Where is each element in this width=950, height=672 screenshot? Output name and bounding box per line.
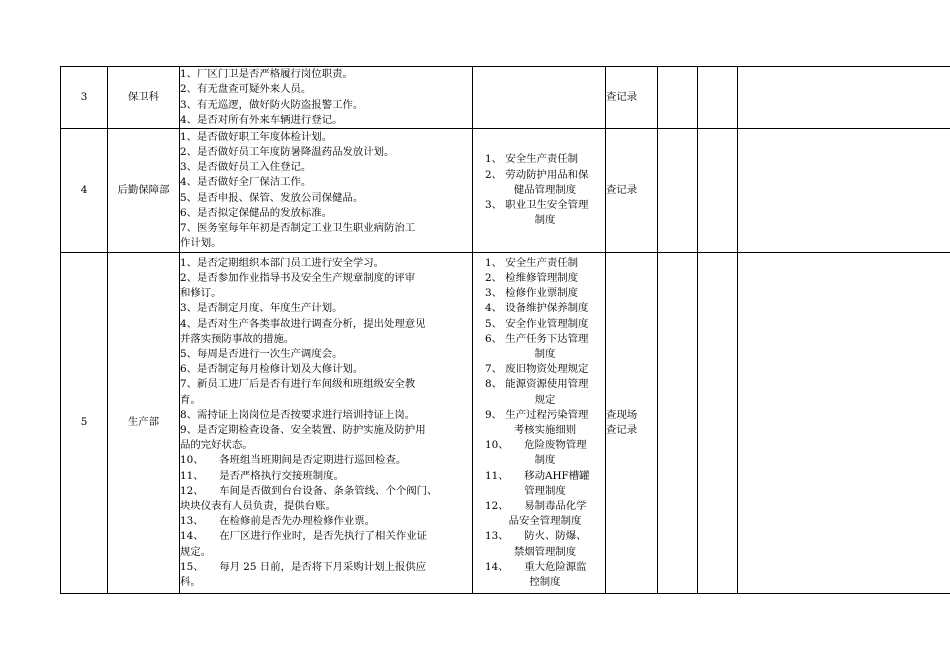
row-number-cell: [61, 253, 108, 594]
inspection-item-line: 2、是否参加作业指导书及安全生产规章制度的评审: [180, 271, 416, 284]
inspection-item: [180, 113, 472, 128]
inspection-item-line: 2、有无盘查可疑外来人员。: [180, 83, 312, 96]
inspection-items-cell: [180, 67, 473, 129]
inspection-item: [180, 67, 472, 82]
regulation-item-line: 品安全管理制度: [508, 515, 582, 528]
inspection-item-line: 5、每周是否进行一次生产调度会。: [180, 347, 343, 360]
inspection-item: [180, 377, 472, 407]
regulation-item-line: 考核实施细则: [513, 424, 577, 436]
inspection-item: [180, 514, 472, 529]
regulation-item: [485, 362, 605, 377]
inspection-item-line: 规定。: [180, 545, 212, 558]
method-cell: [606, 253, 658, 594]
regulation-item: [485, 168, 605, 198]
empty-cell: [658, 253, 698, 594]
inspection-items-cell: [180, 253, 473, 594]
inspection-method: 查记录: [606, 90, 638, 103]
empty-cell: [698, 253, 738, 594]
inspection-item-line: 13、 在检修前是否先办理检修作业票。: [180, 515, 376, 528]
inspection-item: [180, 423, 472, 453]
regulation-item-line: 1、 安全生产责任制: [485, 256, 579, 269]
inspection-item-line: 科。: [180, 576, 201, 589]
method-cell: [606, 67, 658, 129]
inspection-item: [180, 453, 472, 468]
regulation-item: [485, 560, 605, 590]
inspection-item-line: 5、是否申报、保管、发放公司保健品。: [180, 191, 364, 204]
regulation-item: [485, 198, 605, 228]
regulation-item: [485, 529, 605, 559]
empty-cell: [658, 129, 698, 253]
regulation-item: [485, 286, 605, 301]
department-cell: [108, 129, 180, 253]
regulation-item-line: 8、 能源资源使用管理: [485, 378, 589, 391]
inspection-item-line: 1、是否做好职工年度体检计划。: [180, 130, 333, 143]
regulation-item-line: 制度: [534, 214, 556, 227]
basis-cell: [473, 253, 606, 594]
basis-cell: [473, 67, 606, 129]
empty-cell: [698, 67, 738, 129]
inspection-item-line: 2、是否做好员工年度防暑降温药品发放计划。: [180, 145, 395, 158]
inspection-item: [180, 175, 472, 190]
inspection-item-line: 3、是否制定月度、年度生产计划。: [180, 302, 343, 315]
regulation-item-line: 10、 危险废物管理: [485, 439, 587, 452]
inspection-item-line: 作计划。: [180, 237, 222, 250]
regulation-item: [485, 438, 605, 468]
regulation-item: [485, 152, 605, 167]
table-row: [61, 67, 950, 129]
inspection-items-cell: [180, 129, 473, 253]
inspection-item-line: 3、是否做好员工入住登记。: [180, 161, 312, 174]
regulation-item-line: 5、 安全作业管理制度: [485, 317, 589, 330]
inspection-item: [180, 347, 472, 362]
regulation-item-line: 14、 重大危险源监: [485, 560, 587, 573]
inspection-item: [180, 529, 472, 559]
inspection-item-line: 12、 车间是否做到台台设备、条条管线、个个阀门、: [180, 484, 438, 497]
inspection-item: [180, 408, 472, 423]
basis-cell: [473, 129, 606, 253]
method-cell: [606, 129, 658, 253]
regulation-item-line: 控制度: [529, 576, 561, 589]
inspection-item: [180, 98, 472, 113]
table-row: [61, 253, 950, 594]
inspection-item: [180, 145, 472, 160]
regulation-item: [485, 469, 605, 499]
inspection-item-line: 10、 各班组当班期间是否定期进行巡回检查。: [180, 454, 407, 467]
row-number-cell: [61, 67, 108, 129]
regulation-item-line: 12、 易制毒品化学: [485, 500, 587, 513]
inspection-item: [180, 484, 472, 514]
regulation-item-line: 制度: [534, 454, 556, 467]
inspection-method: 查记录: [606, 183, 638, 196]
regulation-item-line: 3、 检修作业票制度: [485, 287, 579, 300]
regulation-item: [485, 271, 605, 286]
inspection-item: [180, 256, 472, 271]
regulation-item-line: 管理制度: [524, 484, 566, 497]
inspection-item-line: 9、是否定期检查设备、安全装置、防护实施及防护用: [180, 424, 426, 436]
regulation-item-line: 规定: [534, 393, 556, 406]
regulation-item: [485, 301, 605, 316]
regulation-item: [485, 408, 605, 438]
inspection-item: [180, 130, 472, 145]
regulation-item-line: 4、 设备维护保养制度: [485, 302, 589, 315]
inspection-item-line: 3、有无巡逻，做好防火防盗报警工作。: [180, 98, 364, 111]
inspection-item: [180, 560, 472, 590]
empty-cell: [698, 129, 738, 253]
regulation-item-line: 2、 检维修管理制度: [485, 271, 579, 284]
inspection-item-line: 7、医务室每年年初是否制定工业卫生职业病防治工: [180, 221, 416, 234]
inspection-item-line: 15、 每月 25 日前，是否将下月采购计划上报供应: [180, 560, 427, 573]
inspection-item: [180, 82, 472, 97]
inspection-item: [180, 206, 472, 221]
inspection-item-line: 8、需持证上岗岗位是否按要求进行培训持证上岗。: [180, 408, 416, 421]
inspection-item: [180, 301, 472, 316]
regulation-item-line: 1、 安全生产责任制: [485, 153, 579, 166]
regulation-item: [485, 377, 605, 407]
regulation-item: [485, 317, 605, 332]
department-name: 后勤保障部: [117, 183, 170, 196]
inspection-item-line: 并落实预防事故的措施。: [180, 332, 295, 345]
regulation-item: [485, 332, 605, 362]
inspection-item-line: 1、是否定期组织本部门员工进行安全学习。: [180, 256, 385, 269]
row-number-cell: [61, 129, 108, 253]
inspection-item-line: 14、 在厂区进行作业时，是否先执行了相关作业证: [180, 530, 428, 543]
inspection-item-line: 1、厂区门卫是否严格履行岗位职责。: [180, 68, 353, 81]
inspection-item: [180, 469, 472, 484]
department-cell: [108, 253, 180, 594]
row-number: 4: [80, 183, 88, 196]
inspection-item-line: 和修订。: [180, 287, 222, 300]
inspection-item: [180, 362, 472, 377]
empty-cell: [658, 67, 698, 129]
row-number: 5: [80, 416, 88, 429]
regulation-item-line: 9、 生产过程污染管理: [485, 408, 589, 421]
inspection-item-line: 育。: [180, 393, 201, 406]
inspection-item: [180, 160, 472, 175]
regulation-item-line: 健品管理制度: [513, 183, 577, 196]
regulation-item-line: 禁烟管理制度: [513, 545, 577, 558]
regulation-item-line: 3、 职业卫生安全管理: [485, 199, 589, 212]
inspection-item: [180, 191, 472, 206]
inspection-item-line: 块块仪表有人员负责，提供台账。: [180, 500, 336, 513]
inspection-item-line: 4、是否对所有外来车辆进行登记。: [180, 113, 343, 126]
inspection-item-line: 品的完好状态。: [180, 439, 253, 452]
regulation-item-line: 13、 防火、防爆、: [485, 530, 587, 543]
regulation-item: [485, 499, 605, 529]
inspection-item-line: 4、是否对生产各类事故进行调查分析，提出处理意见: [180, 317, 426, 330]
inspection-item: [180, 317, 472, 347]
inspection-item-line: 6、是否拟定保健品的发放标准。: [180, 206, 333, 219]
row-number: 3: [80, 90, 88, 103]
department-name: 生产部: [127, 416, 160, 429]
inspection-item-line: 7、新员工进厂后是否有进行车间级和班组级安全教: [180, 378, 416, 391]
regulation-item-line: 7、 废旧物资处理规定: [485, 363, 589, 376]
inspection-item-line: 4、是否做好全厂保洁工作。: [180, 176, 312, 189]
inspection-item-line: 6、是否制定每月检修计划及大修计划。: [180, 363, 364, 376]
regulation-item-line: 制度: [534, 347, 556, 360]
department-cell: [108, 67, 180, 129]
table-row: [61, 129, 950, 253]
regulation-item-line: 6、 生产任务下达管理: [485, 332, 589, 345]
inspection-item: [180, 271, 472, 301]
empty-cell: [738, 129, 950, 253]
inspection-method: 查记录: [606, 424, 638, 436]
inspection-table: [60, 66, 950, 594]
empty-cell: [738, 67, 950, 129]
regulation-item-line: 2、 劳动防护用品和保: [485, 168, 589, 181]
department-name: 保卫科: [127, 90, 160, 103]
empty-cell: [738, 253, 950, 594]
inspection-item: [180, 221, 472, 251]
regulation-item: [485, 256, 605, 271]
inspection-item-line: 11、 是否严格执行交接班制度。: [180, 469, 344, 482]
regulation-item-line: 11、 移动AHF槽罐: [485, 469, 590, 482]
inspection-method: 查现场: [606, 408, 638, 421]
